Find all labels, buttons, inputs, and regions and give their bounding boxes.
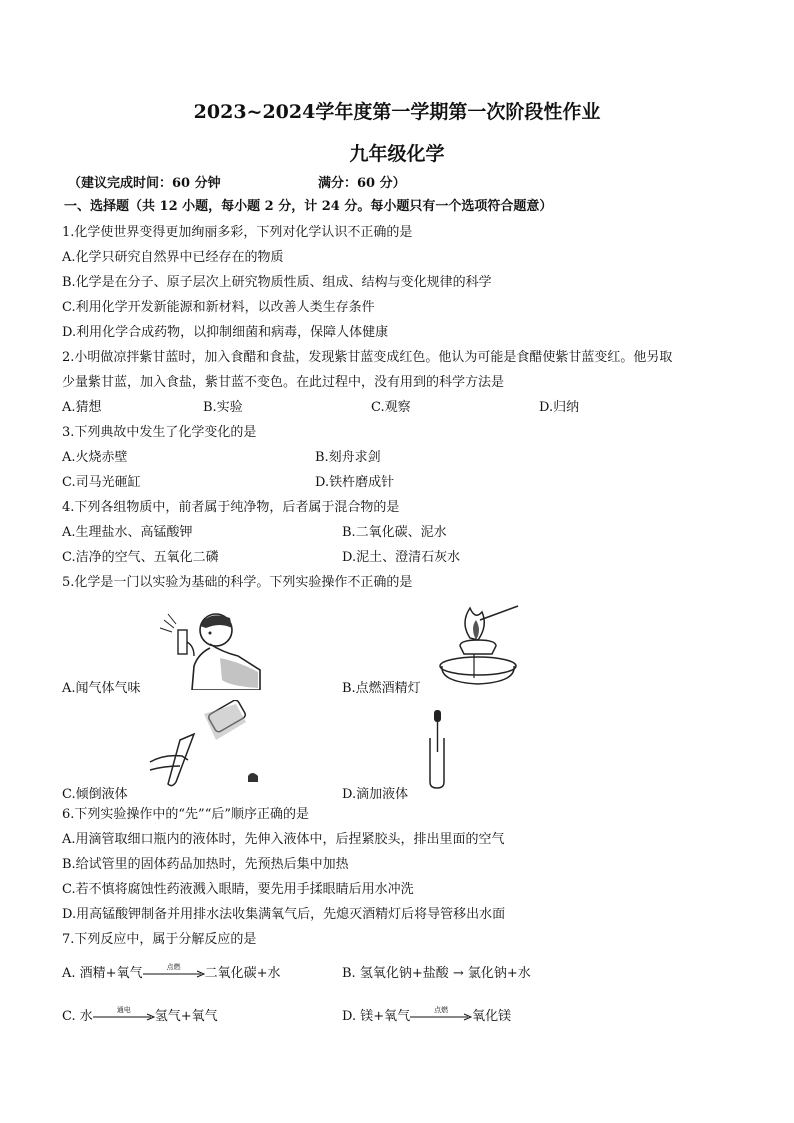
time-note: （建议完成时间：60 分钟 xyxy=(68,176,221,191)
q4-option-b: B.二氧化碳、泥水 xyxy=(342,525,447,540)
q5-option-c: C.倾倒液体 xyxy=(62,787,128,802)
q1-option-b: B.化学是在分子、原子层次上研究物质性质、组成、结构与变化规律的科学 xyxy=(62,275,492,290)
q5-stem: 5.化学是一门以实验为基础的科学。下列实验操作不正确的是 xyxy=(62,575,413,590)
q2-option-c: C.观察 xyxy=(371,400,411,415)
score-note: 满分：60 分） xyxy=(318,176,406,191)
q7-option-b: B. 氢氧化钠+盐酸 → 氯化钠+水 xyxy=(342,966,531,981)
q3-stem: 3.下列典故中发生了化学变化的是 xyxy=(62,425,257,440)
reaction-arrow: 点燃 xyxy=(410,1010,472,1024)
q6-option-d: D.用高锰酸钾制备并用排水法收集满氧气后，先熄灭酒精灯后将导管移出水面 xyxy=(62,907,506,922)
q7-stem: 7.下列反应中，属于分解反应的是 xyxy=(62,932,257,947)
q1-stem: 1.化学使世界变得更加绚丽多彩，下列对化学认识不正确的是 xyxy=(62,225,413,240)
q5-option-d: D.滴加液体 xyxy=(342,787,409,802)
reaction-arrow: 通电 xyxy=(93,1010,155,1024)
q6-option-a: A.用滴管取细口瓶内的液体时，先伸入液体中，后捏紧胶头，排出里面的空气 xyxy=(62,832,505,847)
q3-option-b: B.刻舟求剑 xyxy=(315,450,381,465)
exam-title: 2023~2024学年度第一学期第一次阶段性作业 xyxy=(193,101,601,123)
reaction-arrow: → xyxy=(448,966,468,981)
exam-subject: 九年级化学 xyxy=(349,143,445,165)
q5-option-a: A.闻气体气味 xyxy=(62,681,141,696)
q6-option-c: C.若不慎将腐蚀性药液溅入眼睛，要先用手揉眼睛后用水冲洗 xyxy=(62,882,414,897)
drop-liquid-illustration xyxy=(420,708,460,790)
q6-option-b: B.给试管里的固体药品加热时，先预热后集中加热 xyxy=(62,857,349,872)
q4-option-c: C.洁净的空气、五氧化二磷 xyxy=(62,550,219,565)
q2-option-d: D.归纳 xyxy=(539,400,580,415)
pour-liquid-illustration xyxy=(140,700,270,790)
section-heading: 一、选择题（共 12 小题，每小题 2 分，计 24 分。每小题只有一个选项符合题意） xyxy=(64,199,553,214)
q1-option-c: C.利用化学开发新能源和新材料，以改善人类生存条件 xyxy=(62,300,375,315)
smell-gas-illustration xyxy=(150,600,270,690)
q2-option-a: A.猜想 xyxy=(62,400,102,415)
q4-option-d: D.泥土、澄清石灰水 xyxy=(342,550,461,565)
q7-option-a: A. 酒精+氧气 点燃 二氧化碳+水 xyxy=(62,962,281,981)
q5-option-b: B.点燃酒精灯 xyxy=(342,681,421,696)
q4-stem: 4.下列各组物质中，前者属于纯净物，后者属于混合物的是 xyxy=(62,500,400,515)
q3-option-c: C.司马光砸缸 xyxy=(62,475,141,490)
q3-option-a: A.火烧赤壁 xyxy=(62,450,128,465)
reaction-arrow: 点燃 xyxy=(143,967,205,981)
q2-stem-line1: 2.小明做凉拌紫甘蓝时，加入食醋和食盐，发现紫甘蓝变成红色。他认为可能是食醋使紫甘蓝变红。他另取 xyxy=(62,350,673,365)
q1-option-a: A.化学只研究自然界中已经存在的物质 xyxy=(62,250,284,265)
q7-option-d: D. 镁+氧气 点燃 氧化镁 xyxy=(342,1005,512,1024)
q7-option-c: C. 水 通电 氢气+氧气 xyxy=(62,1005,218,1024)
q2-stem-line2: 少量紫甘蓝，加入食盐，紫甘蓝不变色。在此过程中，没有用到的科学方法是 xyxy=(62,375,505,390)
q3-option-d: D.铁杵磨成针 xyxy=(315,475,395,490)
q2-option-b: B.实验 xyxy=(203,400,243,415)
q6-stem: 6.下列实验操作中的“先”“后”顺序正确的是 xyxy=(62,807,309,822)
q4-option-a: A.生理盐水、高锰酸钾 xyxy=(62,525,193,540)
alcohol-lamp-illustration xyxy=(430,598,530,693)
q1-option-d: D.利用化学合成药物，以抑制细菌和病毒，保障人体健康 xyxy=(62,325,389,340)
